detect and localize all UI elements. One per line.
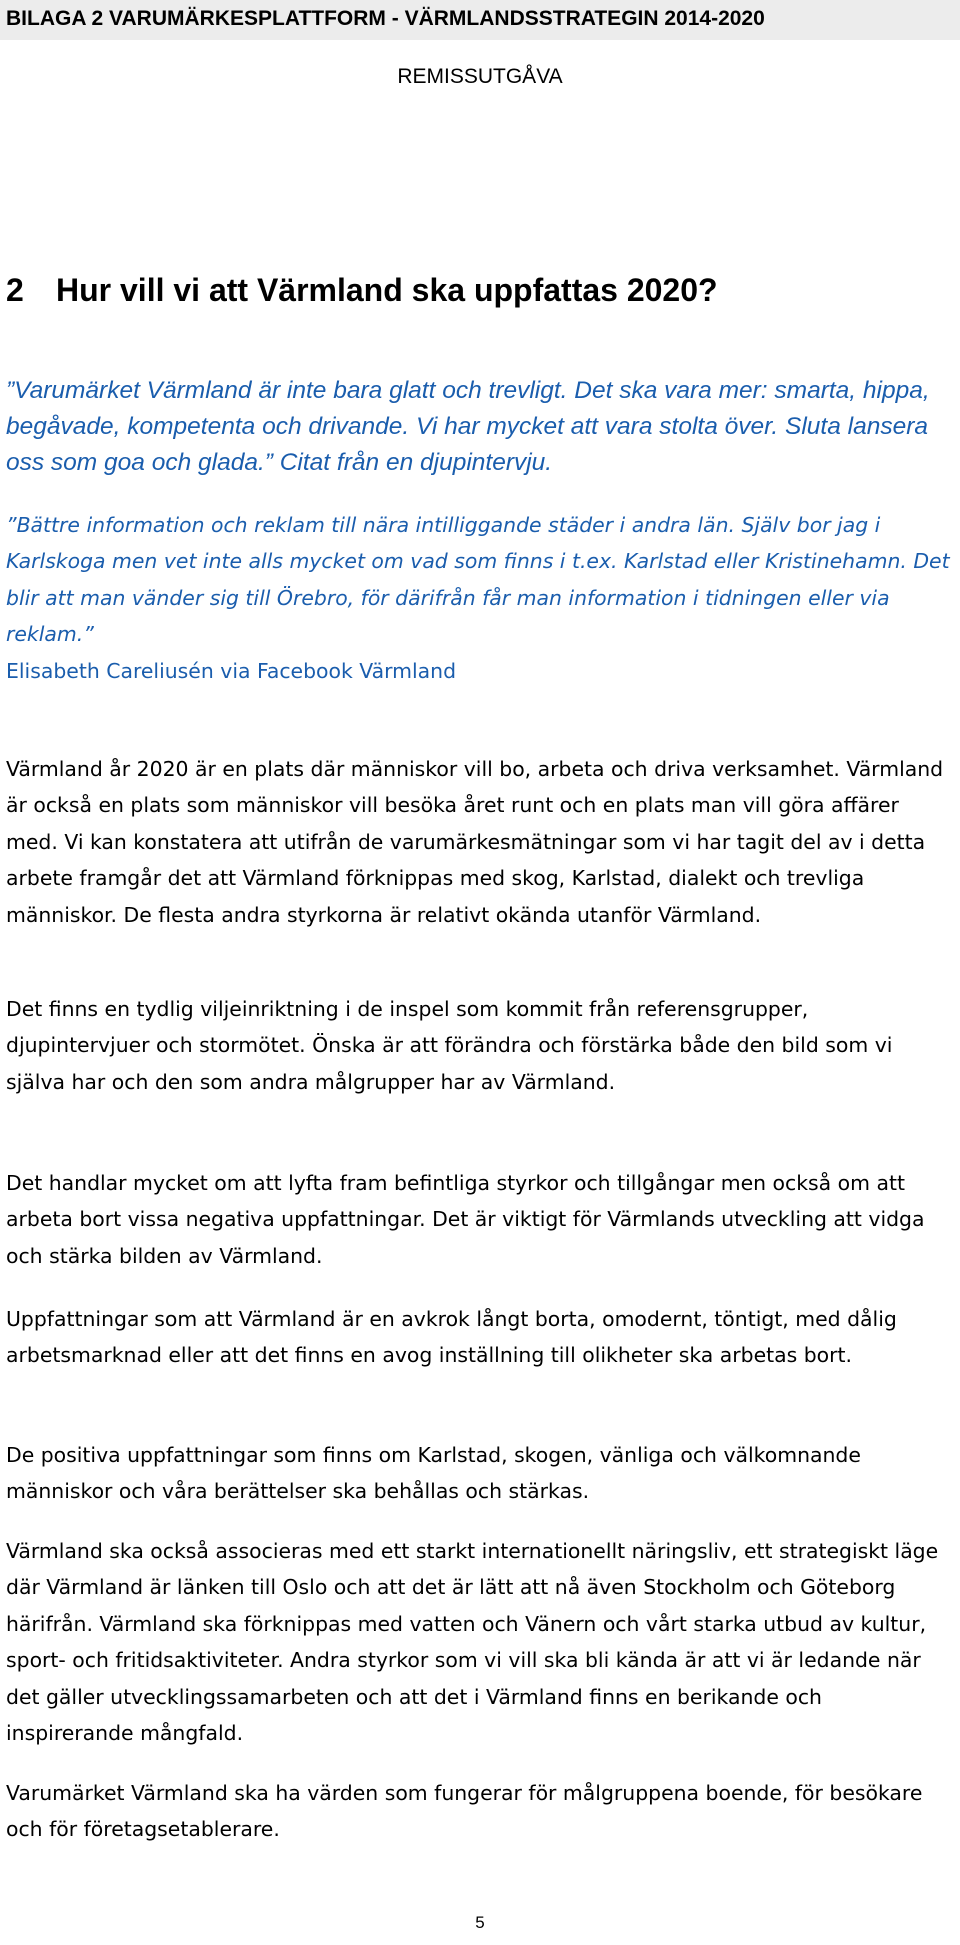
page-header [0,0,960,40]
facebook-quote-block [6,507,956,689]
paragraph-6: Värmland ska också associeras med ett starkt internationellt näringsliv, ett strategiskt läge där Värmland är länken till Oslo och att det är lätt att nå även Stockholm och Göteborg härifrån. Värmland ska förknippas med vatten och Vänern och vårt starka utbud av kultur, sport- och fritidsaktiviteter. Andra styrkor som vi vill ska bli kända är att vi är ledande när det gäller utvecklingssamarbeten och att det i Värmland finns en berikande och inspirerande mångfald. [6,1539,939,1746]
section-number: 2 [6,272,24,308]
section-title: Hur vill vi att Värmland ska uppfattas 2020? [56,272,718,308]
paragraph-2: Det finns en tydlig viljeinriktning i de inspel som kommit från referensgrupper, djupintervjuer och stormötet. Önska är att förändra och förstärka både den bild som vi själva har och den som andra målgrupper har av Värmland. [6,997,893,1094]
page-number: 5 [475,1913,485,1932]
facebook-quote: ”Bättre information och reklam till nära intilliggande städer i andra län. Själv bor jag i Karlskoga men vet inte alls mycket om vad som finns i t.ex. Karlstad eller Kristinehamn. Det blir att man vänder sig till Örebro, för därifrån får man information i tidningen eller via reklam.” [6,513,950,647]
header-title: BILAGA 2 VARUMÄRKESPLATTFORM - VÄRMLANDSSTRATEGIN 2014-2020 [6,7,765,30]
interview-quote: ”Varumärket Värmland är inte bara glatt och trevligt. Det ska vara mer: smarta, hippa, begåvade, kompetenta och drivande. Vi har mycket att vara stolta över. Sluta lansera oss som goa och glada.” Citat från en djupintervju. [6,377,930,476]
paragraph-3: Det handlar mycket om att lyfta fram befintliga styrkor och tillgångar men också om att arbeta bort vissa negativa uppfattningar. Det är viktigt för Värmlands utveckling att vidga och stärka bilden av Värmland. [6,1171,925,1268]
quote-attribution: Elisabeth Careliusén via Facebook Värmland [6,658,457,683]
paragraph-7: Varumärket Värmland ska ha värden som fungerar för målgruppena boende, för besökare och för företagsetablerare. [6,1781,923,1842]
section-heading [6,270,718,310]
header-subtitle: REMISSUTGÅVA [397,65,563,88]
paragraph-5: De positiva uppfattningar som finns om Karlstad, skogen, vänliga och välkomnande människor och våra berättelser ska behållas och stärkas. [6,1443,861,1504]
paragraph-1: Värmland år 2020 är en plats där människor vill bo, arbeta och driva verksamhet. Värmland är också en plats som människor vill besöka året runt och en plats man vill göra affärer med. Vi kan konstatera att utifrån de varumärkesmätningar som vi har tagit del av i detta arbete framgår det att Värmland förknippas med skog, Karlstad, dialekt och trevliga människor. De flesta andra styrkorna är relativt okända utanför Värmland. [6,757,944,927]
paragraph-4: Uppfattningar som att Värmland är en avkrok långt borta, omodernt, töntigt, med dålig arbetsmarknad eller att det finns en avog inställning till olikheter ska arbetas bort. [6,1307,897,1368]
